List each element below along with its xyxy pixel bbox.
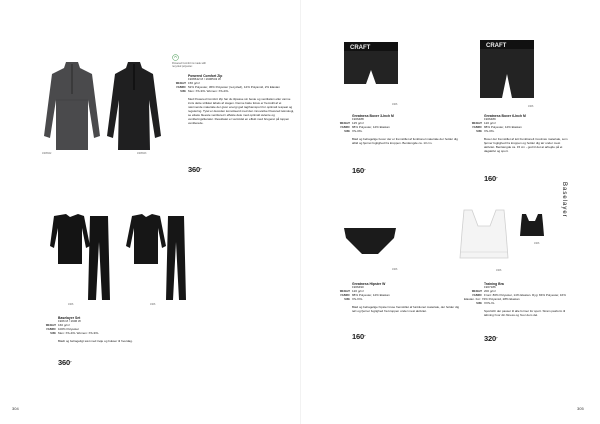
zip-size: Men: XS-3XL Women: XS-2XL [188, 88, 229, 93]
boxer3-info: Greatness Boxer 3-Inch M 1906488 WEIGHT 125 g/m² FABRIC 88% Polyester, 12% Elastan SIZE XS-3XL Blød og behagelige boxer der er fremstillet af funktionel materiale der holder dig alltid og fjernet fugtighed fra kroppen. Benlængde ca. 13 cm. [352, 114, 462, 145]
hipster-image [342, 226, 398, 256]
zip-info: Powered Comfort Zip 1906542 M / 1906543 W WEIGHT 156 g/m² FABRIC 52% Polyester, 36% Polyester (recycled), 12% Polyamid, 2% Elastan SIZE Men: XS-3XL Women: XS-2XL Med Powered Comfort Zip har du tilpasse sin beste og ventilation eller varme innis dette strikket labels af stagen. Denne bæle fokus er fremstilt af et nærmende materiale der giver energi god tagthamsport for optimalt respeat og regulering. Tytel er decoden komolteerd med den innovative Powered teknologi, se etkele bleeste ventilered i effekte dele med optimalt avlente og ventileringsliteratur. Resultatet er varmtdel en effekt med brugeret på toppen ventilerede. [175, 74, 295, 125]
page-spine [300, 0, 301, 424]
boxer6-sku: 1906489 [484, 117, 496, 122]
zip-sku: 1906542 M / 1906543 W [188, 77, 221, 82]
bra-white-image [456, 208, 512, 264]
set-weight: 160 g/m² [58, 323, 70, 328]
training-sku: 1907186 [484, 285, 496, 290]
bra-white-code: 1906 [496, 269, 502, 272]
set-men-image [40, 212, 114, 302]
page-number-left: 304 [12, 406, 19, 411]
boxer6-weight: 120 g/m² [484, 121, 496, 126]
training-name: Training Bra [484, 282, 504, 286]
boxer6-price: 160,- [484, 174, 498, 183]
hipster-code: 1906 [392, 268, 398, 271]
boxer3-price: 160,- [352, 166, 366, 175]
set-fabric: 100% Polyester [58, 327, 80, 332]
zip-weight: 156 g/m² [188, 81, 200, 86]
boxer3-sku: 1906488 [352, 117, 364, 122]
boxer3-description: Blød og behagelige boxer der er fremstillet af funktionel materiale der holder dig alltid og fjernet fugtighed fra kroppen. Benlængde ca. 13 cm. [352, 136, 458, 145]
hipster-info: Greatness Hipster W 1906490 WEIGHT 120 g/m² FABRIC 88% Polyester, 12% Elastan SIZE XS-XXL Blød og behagelige hipster truse fremstillet af funktionel materiale, der holder dig tørt og fjerner fugtighed fra kroppen under mest aktivitet. [352, 282, 462, 313]
zip-name: Powered Comfort Zip [188, 74, 223, 78]
boxer6-description: Boxer der fremstillet af lett Funktionelt Coolmax materiale, som fjerner fugtighed fra kroppen og holder dig tør under mest aktivitet. Benlængde ca. 15 cm - god til det at arbejde på et dagaktivt og sport. [484, 136, 568, 153]
boxer3-weight: 125 g/m² [352, 121, 364, 126]
svg-text:CRAFT: CRAFT [350, 45, 371, 51]
zip-women-image [105, 60, 163, 152]
set-women-image [118, 212, 192, 302]
set-price: 360,- [58, 358, 72, 367]
zip-fabric: 52% Polyester, 36% Polyester (recycled), 12% Polyamid, 2% Elastan [188, 85, 280, 90]
boxer6-code: 1906 [528, 105, 534, 108]
training-description: Sportsbh der passer til alle former for sport. Stram pasform til løbning hvor din fitness og hvor dem del. [484, 308, 566, 317]
section-label: Baselayer [561, 182, 567, 218]
zip-price: 360,- [188, 165, 202, 174]
training-weight: 200 g/m² [484, 289, 496, 294]
boxer6-image [478, 38, 536, 102]
set-sku: 1906 M / 1906 W [58, 319, 81, 324]
bra-black-code: 1906 [534, 242, 540, 245]
set-men-code: 1906 [68, 303, 74, 306]
zip-description: Med Powered Comfort Zip har du tilpasse sin beste og ventilation eller varme innis dette strikket labels af stagen. Denne bæle fokus er fremstilt af et nærmende materiale der giver energi god tagthamsport for optimalt respeat og regulering. Tytel er decoden komolteerd med den innovative Powered teknologi, se etkele bleeste ventilered i effekte dele med optimalt avlente og ventileringsliteratur. Resultatet er varmtdel en effekt med brugeret på toppen ventilerede. [188, 96, 295, 125]
set-name: Baselayer Set [58, 316, 81, 320]
hipster-sku: 1906490 [352, 285, 364, 290]
hipster-fabric: 88% Polyester, 12% Elastan [352, 293, 390, 298]
eco-badge [172, 54, 179, 61]
boxer3-name: Greatness Boxer 3-Inch M [352, 114, 394, 118]
hipster-weight: 120 g/m² [352, 289, 364, 294]
hipster-name: Greatness Hipster W [352, 282, 386, 286]
boxer3-fabric: 88% Polyester, 12% Elastan [352, 125, 390, 130]
recycle-icon [172, 54, 179, 61]
training-fabric: Front: 86% Polyester, 14% Elastan. Ryg: 84% Polyester, 16% Elastan. For: 72% Polyamid, 28% Elastan [464, 293, 566, 301]
boxer6-fabric: 88% Polyester, 12% Elastan [484, 125, 522, 130]
eco-note: Powered Comfort is made with recycled polyester. [172, 62, 207, 69]
zip-men-image [42, 60, 102, 152]
zip-men-code: 1906542 [42, 152, 52, 155]
boxer3-image [342, 40, 400, 88]
training-price: 320,- [484, 334, 498, 343]
set-women-code: 1906 [150, 303, 156, 306]
svg-text:CRAFT: CRAFT [486, 43, 507, 49]
page-number-right: 305 [577, 406, 584, 411]
hipster-size: XS-XXL [352, 296, 363, 301]
boxer6-info: Greatness Boxer 6-Inch M 1906489 WEIGHT 120 g/m² FABRIC 88% Polyester, 12% Elastan SIZE XS-3XL Boxer der fremstillet af lett Funktionelt Coolmax materiale, som fjerner fugtighed fra kroppen og holder dig tør under mest aktivitet. Benlængde ca. 15 cm - god til det at arbejde på et dagaktivt og sport. [484, 114, 572, 153]
set-size: Men: XS-4XL Women: XS-3XL [58, 330, 99, 335]
zip-women-code: 1906543 [137, 152, 147, 155]
training-size: XXS-XL [484, 300, 495, 305]
boxer6-name: Greatness Boxer 6-Inch M [484, 114, 526, 118]
hipster-description: Blød og behagelige hipster truse fremstillet af funktionel materiale, der holder dig tørt og fjerner fugtighed fra kroppen under mest aktivitet. [352, 304, 460, 313]
hipster-price: 160,- [352, 332, 366, 341]
boxer3-size: XS-3XL [352, 128, 363, 133]
boxer6-size: XS-3XL [484, 128, 495, 133]
set-description: Blødt og behageligt sæt med trøje og bukser til hverdag. [58, 338, 133, 343]
training-info: Training Bra 1907186 WEIGHT 200 g/m² FABRIC Front: 86% Polyester, 14% Elastan. Ryg: 84% Polyester, 16% Elastan. For: 72% Polyamid, 28% Elastan SIZE XXS-XL Sportsbh der passer til alle former for sport. Stram pasform til løbning hvor din fitness og hvor dem del. [484, 282, 572, 317]
set-info: Baselayer Set 1906 M / 1906 W WEIGHT 160 g/m² FABRIC 100% Polyester SIZE Men: XS-4XL Women: XS-3XL Blødt og behageligt sæt med trøje og bukser til hverdag. [58, 316, 198, 343]
boxer3-code: 1906 [392, 103, 398, 106]
bra-black-image [518, 212, 546, 240]
